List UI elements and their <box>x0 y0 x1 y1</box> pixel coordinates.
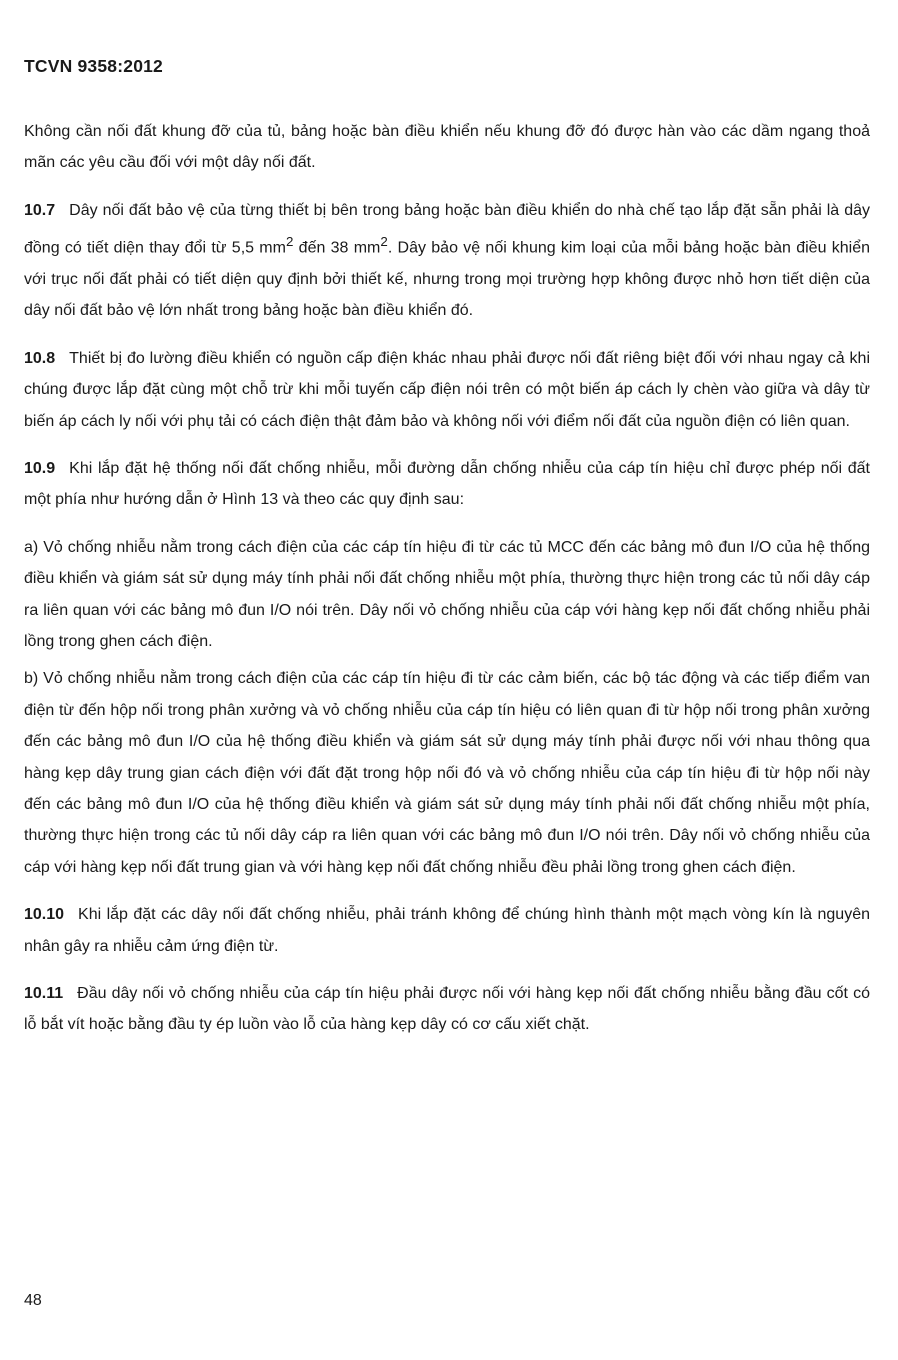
paragraph-text: đến 38 mm <box>293 239 381 257</box>
paragraph-text: Không cần nối đất khung đỡ của tủ, bảng hoặc bàn điều khiển nếu khung đỡ đó được hàn vào các dầm ngang thoả mãn các yêu cầu đối với một dây nối đất. <box>24 123 870 172</box>
clause-number: 10.11 <box>24 985 64 1003</box>
superscript: 2 <box>285 234 294 250</box>
clause-10-9 <box>24 453 870 516</box>
clause-number: 10.7 <box>24 201 56 219</box>
paragraph-text: a) Vỏ chống nhiễu nằm trong cách điện của các cáp tín hiệu đi từ các tủ MCC đến các bảng mô đun I/O của hệ thống điều khiển và giám sát sử dụng máy tính phải nối đất chống nhiễu một phía, thường thực hiện trong các tủ nối dây cáp ra liên quan với các bảng mô đun I/O nói trên. Dây nối vỏ chống nhiễu của cáp với hàng kẹp nối đất chống nhiễu phải lồng trong ghen cách điện. <box>24 538 870 651</box>
clause-10-11 <box>24 978 870 1041</box>
paragraph-text: . Dây bảo vệ nối khung kim loại của mỗi bảng hoặc bàn điều khiển với trục nối đất phải có tiết diện quy định bởi thiết kế, nhưng trong mọi trường hợp không được nhỏ hơn tiết diện của dây nối đất bảo vệ lớn nhất trong bảng hoặc bàn điều khiển đó. <box>24 239 871 320</box>
superscript: 2 <box>380 234 388 250</box>
list-item-a <box>24 532 870 658</box>
paragraph-text: Đầu dây nối vỏ chống nhiễu của cáp tín hiệu phải được nối với hàng kẹp nối đất chống nhiễu bằng đầu cốt có lỗ bắt vít hoặc bằng đầu ty ép luồn vào lỗ của hàng kẹp dây có cơ cấu xiết chặt. <box>24 985 870 1034</box>
clause-number: 10.10 <box>24 906 65 924</box>
clause-10-8 <box>24 343 870 437</box>
paragraph-text: Khi lắp đặt các dây nối đất chống nhiễu, phải tránh không để chúng hình thành một mạch vòng kín là nguyên nhân gây ra nhiễu cảm ứng điện từ. <box>24 906 870 955</box>
paragraph-text: b) Vỏ chống nhiễu nằm trong cách điện của các cáp tín hiệu đi từ các cảm biến, các bộ tác động và các tiếp điểm van điện từ đến hộp nối trong phân xưởng và vỏ chống nhiễu của cáp tín hiệu có liên quan đi từ hộp nối trong phân xưởng đến các bảng mô đun I/O của hệ thống điều khiển và giám sát sử dụng máy tính phải được nối với nhau thông qua hàng kẹp dây trung gian cách điện với đất đặt trong hộp nối đó và vỏ chống nhiễu của cáp tín hiệu đi từ hộp nối này đến các bảng mô đun I/O của hệ thống điều khiển và giám sát sử dụng máy tính phải nối đất chống nhiễu một phía, thường thực hiện trong các tủ nối dây cáp ra liên quan với các bảng mô đun I/O nói trên. Dây nối vỏ chống nhiễu của cáp với hàng kẹp nối đất trung gian và với hàng kẹp nối đất chống nhiễu đều phải lồng trong ghen cách điện. <box>24 670 870 876</box>
paragraph-text: Khi lắp đặt hệ thống nối đất chống nhiễu, mỗi đường dẫn chống nhiễu của cáp tín hiệu chỉ được phép nối đất một phía như hướng dẫn ở Hình 13 và theo các quy định sau: <box>24 459 870 509</box>
paragraph-intro <box>24 116 870 179</box>
page-number: 48 <box>24 1292 42 1309</box>
paragraph-text: Thiết bị đo lường điều khiển có nguồn cấp điện khác nhau phải được nối đất riêng biệt đối với nhau ngay cả khi chúng được lắp đặt cùng một chỗ trừ khi mỗi tuyến cấp điện nói trên có một biến áp cách ly chèn vào giữa và dây từ biến áp cách ly nối với phụ tải có cách điện thật đảm bảo và không nối với điểm nối đất của nguồn điện có liên quan. <box>24 349 870 430</box>
document-body <box>24 116 870 1057</box>
clause-10-7 <box>24 195 870 327</box>
clause-number: 10.9 <box>24 459 56 477</box>
paragraph-text: Dây nối đất bảo vệ của từng thiết bị bên trong bảng hoặc bàn điều khiển do nhà chế tạo lắp đặt sẵn phải là dây đồng có tiết diện thay đổi từ 5,5 mm <box>24 201 870 257</box>
standard-code: TCVN 9358:2012 <box>24 56 163 76</box>
list-item-b <box>24 663 870 883</box>
clause-number: 10.8 <box>24 349 56 367</box>
clause-10-10 <box>24 899 870 962</box>
